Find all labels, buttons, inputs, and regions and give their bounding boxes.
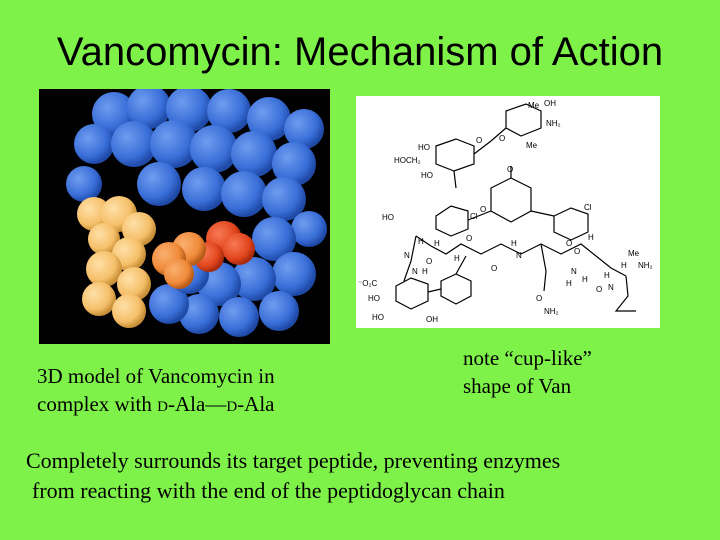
structure-label: O [574, 247, 581, 256]
structure-label: O [426, 257, 433, 266]
structure-label: O [480, 205, 487, 214]
model-caption [37, 362, 275, 418]
structure-label: H [511, 239, 517, 248]
structure-label: OH [544, 99, 556, 108]
model-caption-prefix: complex with [37, 392, 158, 416]
structure-label: N [571, 267, 577, 276]
structure-label: O [491, 264, 498, 273]
structure-label: O [536, 294, 543, 303]
structure-label: O [499, 134, 506, 143]
structure-label: N [412, 267, 418, 276]
structure-caption-line1: note “cup-like” [463, 346, 592, 370]
structure-label: H [566, 279, 572, 288]
structure-label: HO [421, 171, 433, 180]
vancomycin-3d-model-image [39, 89, 330, 344]
structure-label: HO [382, 213, 394, 222]
summary-line1: Completely surrounds its target peptide, preventing enzymes [26, 448, 561, 473]
structure-caption [463, 344, 592, 400]
structure-label: O [596, 285, 603, 294]
structure-label: H [418, 237, 424, 246]
model-caption-ala2: -Ala [237, 392, 275, 416]
structure-label: HO [372, 313, 384, 322]
structure-label: Me [528, 101, 540, 110]
slide-title: Vancomycin: Mechanism of Action [56, 30, 664, 74]
structure-label: H [422, 267, 428, 276]
structure-label: H [454, 254, 460, 263]
structure-label: HO [418, 143, 430, 152]
summary-line2: from reacting with the end of the peptidoglycan chain [32, 478, 505, 503]
model-caption-d2: d [226, 392, 238, 416]
model-caption-line2 [37, 390, 275, 418]
structure-label: H [582, 275, 588, 284]
vancomycin-structure-image [356, 96, 660, 328]
structure-label: Me [628, 249, 640, 258]
structure-label: O [507, 165, 514, 174]
structure-label: ⁻O₂C [358, 279, 378, 288]
structure-caption-line2: shape of Van [463, 374, 572, 398]
structure-label: N [404, 251, 410, 260]
structure-label: HOCH₂ [394, 156, 421, 165]
model-caption-line1: 3D model of Vancomycin in [37, 364, 275, 388]
structure-label: H [434, 239, 440, 248]
structure-label: N [516, 251, 522, 260]
structure-label: OH [426, 315, 438, 324]
model-caption-d1: d [157, 392, 168, 416]
structure-label: O [466, 234, 473, 243]
structure-label: NH₂ [546, 119, 561, 128]
structure-label: Cl [584, 203, 592, 212]
summary-text [26, 446, 560, 506]
structure-label: O [566, 239, 573, 248]
structure-label: H [588, 233, 594, 242]
structure-label: NH₂ [638, 261, 653, 270]
structure-label: NH₂ [544, 307, 559, 316]
model-caption-ala1: -Ala— [168, 392, 227, 416]
structure-label: HO [368, 294, 380, 303]
structure-label: Me [526, 141, 538, 150]
structure-label: Cl [470, 212, 478, 221]
structure-label: N [608, 283, 614, 292]
structure-label: O [476, 136, 483, 145]
structure-label: H [604, 271, 610, 280]
structure-label: H [621, 261, 627, 270]
